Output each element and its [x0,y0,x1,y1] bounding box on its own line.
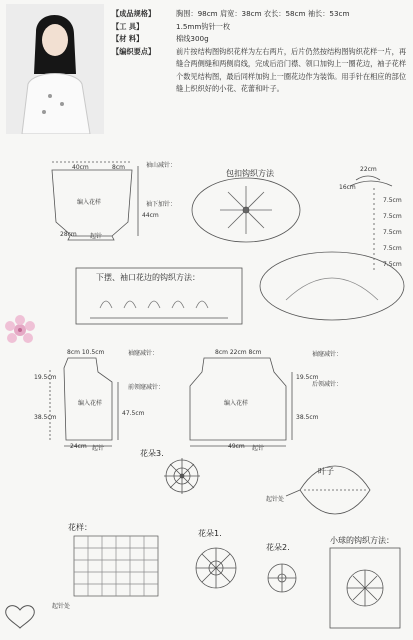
sleeve-inc-title: 袖下加针： [146,201,177,208]
hem-title: 下摆、袖口花边的钩织方法： [96,273,200,282]
back-start: 起针 [252,445,265,452]
front-bottom: 24cm [70,443,87,450]
sleeve-length: 44cm [142,212,159,219]
decor-flower-icon [5,315,35,343]
spec-material-value: 棉线300g [176,34,209,43]
cord-diagram [350,176,392,270]
sleeve-cap-title: 袖山减针： [146,162,177,169]
front-top: 8cm 10.5cm [67,349,105,356]
sleeve-start: 起针 [90,233,103,240]
front-neck-title: 袖窿减针： [128,350,159,357]
button-diagram [192,178,300,242]
cord-seg-4: 7.5cm [383,245,402,252]
spec-notes-value: 前片按结构图钩织花样为左右两片，后片仍然按结构图钩织花样一片，再缝合两侧缝和两侧肩线，完成后沿门襟、领口加钩上一圈花边，袖子花样个数见结构图，最后同样加钩上一圈花边作为装饰。用手针在相应的部位缝上织织好的小花、花蕾和叶子。 [176,46,407,93]
back-center: 编入花样 [224,400,249,407]
cord-top: 22cm [360,166,377,173]
pattern-title: 花样： [68,523,92,532]
spec-notes-label: 【编织要点】 [112,46,156,56]
back-armhole: 19.5cm [296,374,319,381]
front-body: 38.5cm [34,414,57,421]
cord-seg-5: 7.5cm [383,261,402,268]
back-top: 8cm 22cm 8cm [215,349,262,356]
cord-seg-2: 7.5cm [383,213,402,220]
front-start: 起针 [92,445,105,452]
button-title: 包扣钩织方法 [226,169,274,178]
front-length: 47.5cm [122,410,145,417]
flower3-title: 花朵3. [140,449,164,458]
sleeve-bottom-width: 28cm [60,231,77,238]
leaf-title: 叶子 [318,467,334,476]
sleeve-cap-height: 8cm [112,164,125,171]
leaf-start: 起针处 [266,496,285,503]
pattern-start: 起针处 [52,603,71,610]
flower1-diagram [196,548,236,588]
spec-tool-label: 【工 具】 [112,21,144,31]
front-title: 前领窿减针： [128,384,165,391]
spec-size-label: 【成品规格】 [112,9,156,18]
ball-title: 小球的钩织方法： [330,536,394,545]
back-body: 38.5cm [296,414,319,421]
cord-seg1: 16cm [339,184,356,191]
front-center: 编入花样 [78,400,103,407]
ball-diagram [330,548,400,628]
cord-seg-3: 7.5cm [383,229,402,236]
page-heart-icon [6,606,35,628]
back-neck-title: 后领减针： [312,381,343,388]
spec-material-label: 【材 料】 [112,34,144,43]
spec-size-value: 胸围：98cm 肩宽：38cm 衣长：58cm 袖长：53cm [176,9,350,18]
cord-seg-1: 7.5cm [383,197,402,204]
pattern-chart [74,536,158,596]
back-bottom: 49cm [228,443,245,450]
flower3-diagram [164,458,200,494]
front-armhole: 19.5cm [34,374,57,381]
flower2-title: 花朵2. [266,543,290,552]
sleeve-center-label: 编入花样 [77,199,102,206]
back-armhole-title: 袖窿减针： [312,351,343,358]
spec-tool-value: 1.5mm钩针一枚 [176,21,231,31]
sleeve-top-width: 40cm [72,164,89,171]
flower1-title: 花朵1. [198,529,222,538]
flower2-diagram [268,564,296,592]
